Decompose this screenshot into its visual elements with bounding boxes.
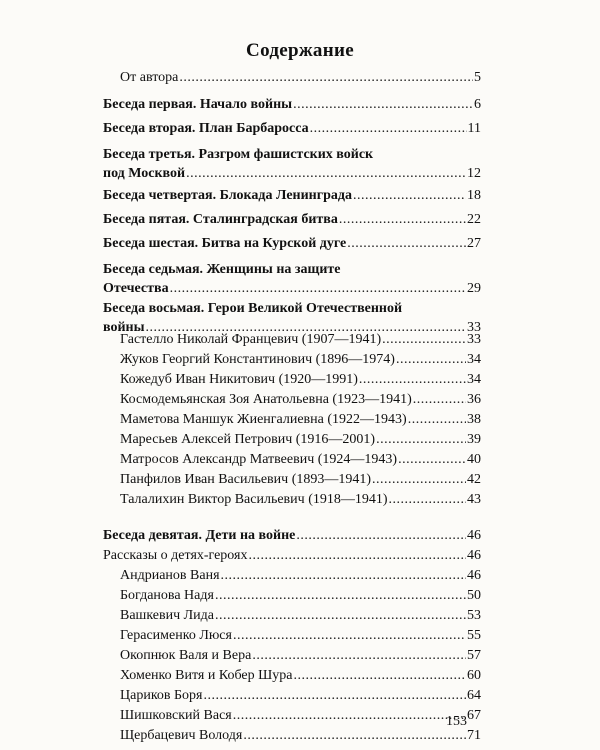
toc-entry-page: 50	[467, 588, 481, 603]
toc-entry-title: Отечества	[103, 281, 169, 296]
dot-leader	[248, 547, 466, 564]
dot-leader	[372, 471, 466, 488]
dot-leader	[296, 527, 466, 544]
toc-entry	[103, 120, 481, 137]
toc-entry	[120, 69, 481, 86]
dot-leader	[396, 351, 466, 368]
toc-entry	[103, 235, 481, 252]
toc-entry-page: 27	[467, 236, 481, 251]
dot-leader	[215, 607, 466, 624]
dot-leader	[221, 567, 466, 584]
toc-entry-title: Рассказы о детях-героях	[103, 548, 248, 563]
toc-entry-page: 11	[467, 121, 481, 136]
page-title: Содержание	[246, 40, 354, 61]
toc-entry-page: 46	[467, 528, 481, 543]
toc-entry-page: 22	[467, 212, 481, 227]
toc-entry	[120, 727, 481, 744]
toc-entry-page: 46	[467, 548, 481, 563]
toc-entry-page: 43	[467, 492, 481, 507]
toc-entry	[120, 431, 481, 448]
toc-entry-title: От автора	[120, 70, 179, 85]
toc-entry-title: Беседа шестая. Битва на Курской дуге	[103, 236, 347, 251]
dot-leader	[389, 491, 466, 508]
toc-entry-title: Щербацевич Володя	[120, 728, 243, 743]
toc-entry-title: Вашкевич Лида	[120, 608, 214, 623]
toc-entry-page: 38	[467, 412, 481, 427]
toc-entry	[120, 707, 481, 724]
toc-entry-page: 60	[467, 668, 481, 683]
toc-entry-title: под Москвой	[103, 166, 186, 181]
dot-leader	[186, 165, 466, 182]
toc-entry	[120, 371, 481, 388]
toc-entry	[120, 627, 481, 644]
toc-entry-title: Беседа третья. Разгром фашистских войск	[103, 147, 374, 162]
toc-entry-page: 33	[467, 320, 481, 335]
dot-leader	[233, 627, 466, 644]
toc-entry-page: 5	[474, 70, 481, 85]
toc-entry-title: Беседа девятая. Дети на войне	[103, 528, 296, 543]
toc-entry	[103, 547, 481, 564]
toc-entry-title: Жуков Георгий Константинович (1896—1974)	[120, 352, 395, 367]
toc-entry	[120, 567, 481, 584]
dot-leader	[376, 431, 466, 448]
dot-leader	[359, 371, 466, 388]
toc-entry-title: войны	[103, 320, 145, 335]
toc-entry-page: 55	[467, 628, 481, 643]
toc-entry-title: Кожедуб Иван Никитович (1920—1991)	[120, 372, 358, 387]
toc-entry	[103, 300, 481, 317]
toc-entry-title: Цариков Боря	[120, 688, 203, 703]
toc-entry-page: 12	[467, 166, 481, 181]
toc-entry-page: 34	[467, 352, 481, 367]
dot-leader	[353, 187, 466, 204]
dot-leader	[339, 211, 466, 228]
toc-entry-title: Беседа первая. Начало войны	[103, 97, 293, 112]
toc-entry-title: Маметова Маншук Жиенгалиевна (1922—1943)	[120, 412, 407, 427]
toc-entry	[103, 261, 481, 278]
dot-leader	[170, 280, 466, 297]
toc-entry	[120, 471, 481, 488]
dot-leader	[408, 411, 466, 428]
toc-entry	[103, 527, 481, 544]
toc-entry-page: 33	[467, 332, 481, 347]
toc-entry-title: Андрианов Ваня	[120, 568, 220, 583]
toc-entry-page: 53	[467, 608, 481, 623]
dot-leader	[179, 69, 473, 86]
toc-entry-title: Беседа вторая. План Барбаросса	[103, 121, 309, 136]
dot-leader	[215, 587, 466, 604]
toc-entry	[120, 451, 481, 468]
toc-entry	[120, 587, 481, 604]
toc-entry-page: 36	[467, 392, 481, 407]
dot-leader	[310, 120, 467, 137]
toc-entry-page: 34	[467, 372, 481, 387]
toc-entry	[120, 411, 481, 428]
toc-entry-title: Хоменко Витя и Кобер Шура	[120, 668, 293, 683]
toc-entry-title: Талалихин Виктор Васильевич (1918—1941)	[120, 492, 388, 507]
dot-leader	[233, 707, 466, 724]
toc-entry-page: 39	[467, 432, 481, 447]
toc-entry-page: 42	[467, 472, 481, 487]
toc-entry	[120, 687, 481, 704]
toc-entry-page: 67	[467, 708, 481, 723]
toc-entry-title: Матросов Александр Матвеевич (1924—1943)	[120, 452, 398, 467]
toc-entry-title: Космодемьянская Зоя Анатольевна (1923—1941)	[120, 392, 412, 407]
toc-entry-page: 6	[474, 97, 481, 112]
dot-leader	[382, 331, 466, 348]
toc-entry	[120, 351, 481, 368]
toc-entry	[120, 491, 481, 508]
page-number: 153	[446, 714, 467, 729]
toc-entry-page: 40	[467, 452, 481, 467]
toc-entry-title: Герасименко Люся	[120, 628, 232, 643]
dot-leader	[293, 667, 466, 684]
toc-entry-title: Маресьев Алексей Петрович (1916—2001)	[120, 432, 376, 447]
toc-entry-page: 64	[467, 688, 481, 703]
toc-entry	[103, 211, 481, 228]
toc-entry-title: Беседа пятая. Сталинградская битва	[103, 212, 338, 227]
toc-entry-title: Гастелло Николай Францевич (1907—1941)	[120, 332, 382, 347]
toc-entry-page: 71	[467, 728, 481, 743]
toc-entry-title: Беседа седьмая. Женщины на защите	[103, 262, 341, 277]
toc-entry-title: Богданова Надя	[120, 588, 214, 603]
toc-entry	[120, 331, 481, 348]
toc-entry-page: 57	[467, 648, 481, 663]
toc-entry-title: Беседа восьмая. Герои Великой Отечественной	[103, 301, 403, 316]
toc-entry	[103, 187, 481, 204]
toc-entry	[103, 146, 481, 163]
toc-entry-page: 18	[467, 188, 481, 203]
toc-entry	[120, 607, 481, 624]
dot-leader	[413, 391, 466, 408]
toc-entry-title: Панфилов Иван Васильевич (1893—1941)	[120, 472, 372, 487]
toc-entry-title: Беседа четвертая. Блокада Ленинграда	[103, 188, 352, 203]
toc-entry	[103, 280, 481, 297]
dot-leader	[293, 96, 473, 113]
toc-entry-title: Шишковский Вася	[120, 708, 232, 723]
toc-entry-title: Окопнюк Валя и Вера	[120, 648, 252, 663]
dot-leader	[204, 687, 467, 704]
toc-entry	[103, 165, 481, 182]
dot-leader	[398, 451, 466, 468]
toc-entry	[103, 96, 481, 113]
dot-leader	[243, 727, 466, 744]
dot-leader	[347, 235, 466, 252]
toc-entry	[120, 647, 481, 664]
toc-entry	[120, 391, 481, 408]
dot-leader	[252, 647, 466, 664]
toc-entry-page: 46	[467, 568, 481, 583]
toc-entry-page: 29	[467, 281, 481, 296]
toc-entry	[120, 667, 481, 684]
